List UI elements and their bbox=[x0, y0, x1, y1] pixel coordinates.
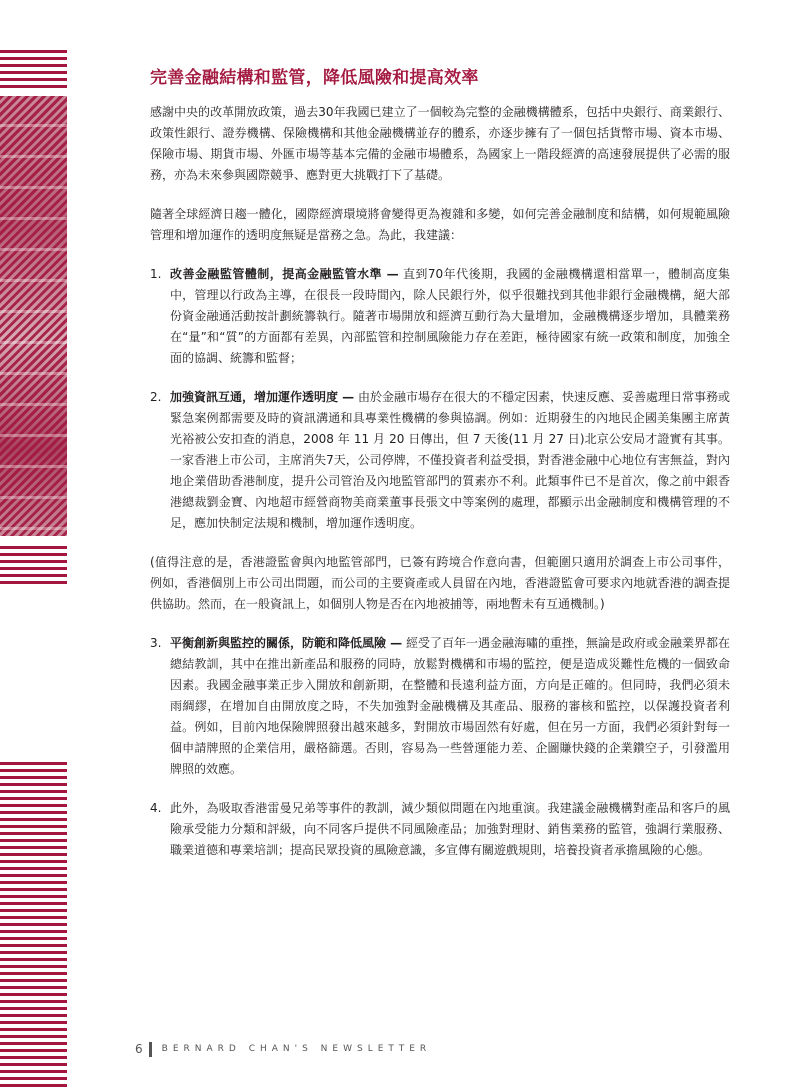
list-item bbox=[150, 264, 730, 369]
item-text: 直到70年代後期，我國的金融機構還相當單一，體制高度集中，管理以行政為主導，在很長一段時間內，除人民銀行外，似乎很難找到其他非銀行金融機構，絕大部份資金融通活動按計劃統籌執行。隨著市場開放和經濟互動行為大量增加，金融機構逐步增加，具體業務在“量”和“質”的方面都有差異，內部監管和控制風險能力存在差距，極待國家有統一政策和制度，加強全面的協調、統籌和監督； bbox=[170, 267, 730, 365]
item-text: 由於金融市場存在很大的不穩定因素，快速反應、妥善處理日常事務或緊急案例都需要及時的資訊溝通和具專業性機構的參與協調。例如：近期發生的內地民企國美集團主席黃光裕被公安扣查的消息，2008 年 11 月 20 日傳出，但 7 天後(11 月 27 日)北京公安局才證實有其事。一家香港上市公司，主席消失7天，公司停牌，不僅投資者利益受損，對香港金融中心地位有害無益，對內地企業借助香港制度，提升公司管治及內地監管部門的質素亦不利。此類事件已不是首次，像之前中銀香港總裁劉金寶、內地超市經營商物美商業董事長張文中等案例的處理，都顯示出金融制度和機構管理的不足，應加快制定法規和機制，增加運作透明度。 bbox=[170, 390, 731, 530]
decorative-photo-strip bbox=[0, 96, 67, 536]
item-text: 經受了百年一遇金融海嘯的重挫，無論是政府或金融業界都在總結教訓，其中在推出新產品和服務的同時，放鬆對機構和市場的監控，便是造成災難性危機的一個致命因素。我國金融事業正步入開放和創新期，在整體和長遠利益方面，方向是正確的。但同時，我們必須未雨綢繆，在增加自由開放度之時，不失加強對金融機構及其產品、服務的審核和監控，以保護投資者利益。例如，目前內地保險牌照發出越來越多，對開放市場固然有好處，但在另一方面，我們必須針對每一個申請牌照的企業信用，嚴格篩選。否則，容易為一些營運能力差、企圖賺快錢的企業鑽空子，引發濫用牌照的效應。 bbox=[170, 636, 731, 776]
item-lead: 改善金融監管體制，提高金融監管水準 — bbox=[170, 267, 399, 281]
item-number: 2. bbox=[150, 390, 162, 404]
item-number: 1. bbox=[150, 267, 162, 281]
decorative-stripes-middle bbox=[0, 546, 67, 584]
note-paragraph: (值得注意的是，香港證監會與內地監管部門，已簽有跨境合作意向書，但範圍只適用於調查上市公司事件，例如，香港個別上市公司出問題，而公司的主要資產或人員留在內地，香港證監會可要求內地就香港的調查提供協助。然而，在一般資訊上，如個別人物是否在內地被捕等，兩地暫未有互通機制。) bbox=[150, 555, 730, 611]
decorative-stripes-top bbox=[0, 50, 67, 91]
recommendation-list-a bbox=[150, 264, 730, 534]
newsletter-title: BERNARD CHAN'S NEWSLETTER bbox=[161, 1044, 432, 1054]
item-lead: 加強資訊互通，增加運作透明度 — bbox=[170, 390, 355, 404]
footer-divider bbox=[149, 1042, 152, 1057]
list-item bbox=[150, 798, 730, 861]
context-paragraph: 隨著全球經濟日趨一體化，國際經濟環境將會變得更為複雜和多變，如何完善金融制度和結構，如何規範風險管理和增加運作的透明度無疑是當務之急。為此，我建議： bbox=[150, 207, 730, 242]
intro-paragraph: 感謝中央的改革開放政策，過去30年我國已建立了一個較為完整的金融機構體系，包括中央銀行、商業銀行、政策性銀行、證券機構、保險機構和其他金融機構並存的體系，亦逐步擁有了一個包括貨幣市場、資本市場、保險市場、期貨市場、外匯市場等基本完備的金融市場體系，為國家上一階段經濟的高速發展提供了必需的服務，亦為未來參與國際競爭、應對更大挑戰打下了基礎。 bbox=[150, 105, 730, 182]
decorative-stripes-bottom bbox=[0, 762, 67, 1091]
item-text: 此外，為吸取香港雷曼兄弟等事件的教訓，減少類似問題在內地重演。我建議金融機構對產品和客戶的風險承受能力分類和評級，向不同客戶提供不同風險產品；加強對理財、銷售業務的監管，強調行業服務、職業道德和專業培訓；提高民眾投資的風險意識，多宣傳有關遊戲規則，培養投資者承擔風險的心態。 bbox=[170, 801, 730, 857]
item-number: 3. bbox=[150, 636, 162, 650]
recommendation-list-b bbox=[150, 633, 730, 861]
page-number: 6 bbox=[135, 1042, 143, 1056]
item-number: 4. bbox=[150, 801, 162, 815]
article bbox=[150, 66, 730, 879]
list-item bbox=[150, 387, 730, 534]
article-heading: 完善金融結構和監管，降低風險和提高效率 bbox=[150, 68, 479, 88]
list-item bbox=[150, 633, 730, 780]
item-lead: 平衡創新與監控的關係，防範和降低風險 — bbox=[170, 636, 403, 650]
page-footer bbox=[135, 1041, 431, 1057]
